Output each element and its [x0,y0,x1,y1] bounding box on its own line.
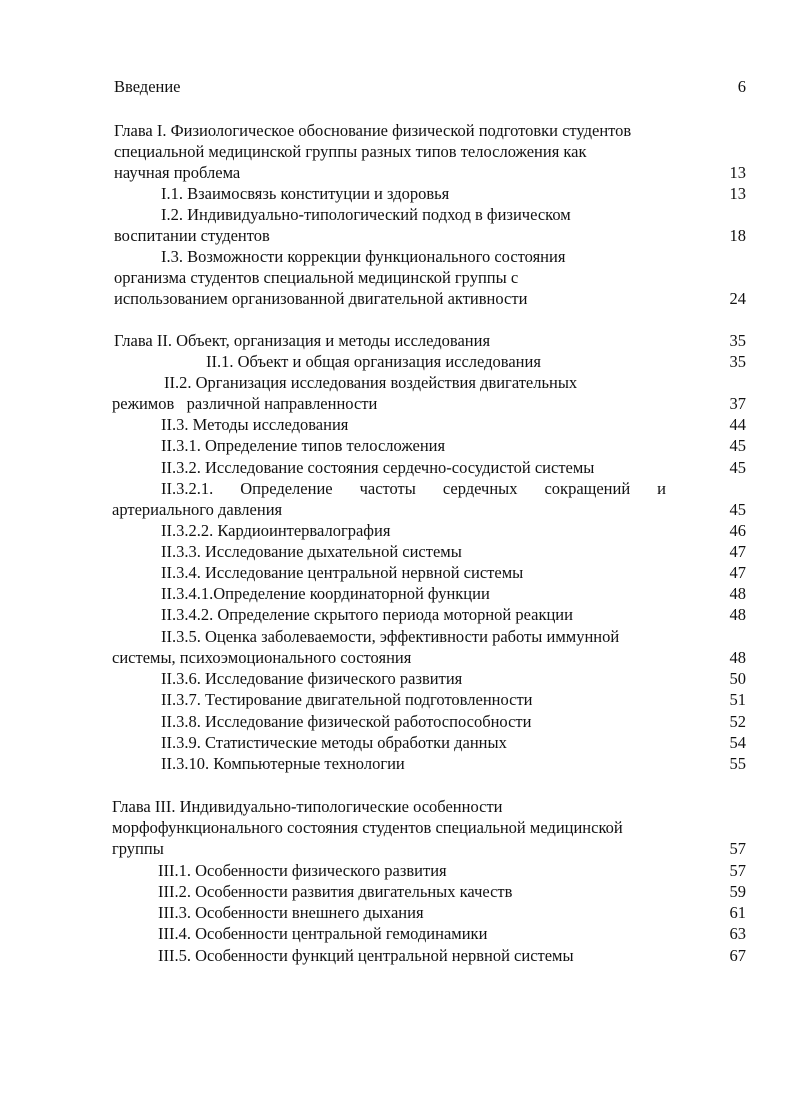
toc-entry-title: III.4. Особенности центральной гемодинамики [158,924,488,943]
toc-entry-title: морфофункционального состояния студентов специальной медицинской [112,818,623,837]
toc-entry-chapter-3 [0,796,799,817]
toc-entry-subsection [0,583,799,604]
toc-entry-subsection [0,604,799,625]
toc-entry-page: 46 [729,521,746,540]
toc-entry-subsection [0,541,799,562]
toc-entry-section [0,945,799,966]
toc-entry-title: II.3.10. Компьютерные технологии [161,754,405,773]
toc-entry-section [0,372,799,393]
toc-entry-section-cont [0,393,799,414]
toc-entry-title: артериального давления [112,500,283,519]
toc-entry-section [0,246,799,267]
toc-entry-title: II.3.2. Исследование состояния сердечно-сосудистой системы [161,458,595,477]
toc-entry-subsection [0,435,799,456]
toc-entry-page: 67 [729,946,746,965]
toc-entry-page: 55 [729,754,746,773]
toc-entry-title: Введение [114,77,181,96]
toc-entry-title: использованием организованной двигательной активности [114,289,528,308]
toc-entry-page: 50 [729,669,746,688]
toc-entry-subsection [0,753,799,774]
toc-entry-title: I.3. Возможности коррекции функционального состояния [161,247,566,266]
toc-entry-title: научная проблема [114,163,241,182]
toc-entry-title: режимов различной направленности [112,394,378,413]
toc-entry-page: 61 [729,903,746,922]
toc-entry-title: II.3.5. Оценка заболеваемости, эффективности работы иммунной [161,627,620,646]
toc-entry-page: 18 [729,226,746,245]
toc-entry-page: 45 [729,436,746,455]
toc-entry-introduction [0,76,799,97]
toc-entry-title: Глава II. Объект, организация и методы исследования [114,331,491,350]
toc-entry-title: III.3. Особенности внешнего дыхания [158,903,424,922]
toc-entry-page: 47 [729,563,746,582]
toc-entry-subsection-cont [0,499,799,520]
toc-entry-page: 52 [729,712,746,731]
toc-entry-page: 35 [729,352,746,371]
toc-entry-title: II.3. Методы исследования [161,415,349,434]
toc-entry-section [0,414,799,435]
toc-entry-page: 45 [729,458,746,477]
toc-entry-subsection [0,520,799,541]
toc-entry-title: II.3.7. Тестирование двигательной подготовленности [161,690,533,709]
toc-entry-page: 24 [729,289,746,308]
toc-entry-subsection [0,478,799,499]
toc-entry-title: II.3.6. Исследование физического развития [161,669,463,688]
toc-entry-page: 13 [729,163,746,182]
toc-entry-page: 51 [729,690,746,709]
toc-entry-section [0,881,799,902]
toc-entry-page: 59 [729,882,746,901]
toc-entry-title: III.1. Особенности физического развития [158,861,447,880]
toc-entry-page: 57 [729,839,746,858]
toc-entry-title: II.3.4.2. Определение скрытого периода моторной реакции [161,605,573,624]
toc-entry-title: II.3.1. Определение типов телосложения [161,436,446,455]
toc-entry-title: II.3.4. Исследование центральной нервной системы [161,563,524,582]
toc-entry-page: 13 [729,184,746,203]
toc-entry-page: 48 [729,584,746,603]
toc-entry-page: 47 [729,542,746,561]
toc-entry-page: 48 [729,648,746,667]
toc-entry-chapter-3-cont [0,838,799,859]
toc-entry-page: 54 [729,733,746,752]
toc-entry-page: 37 [729,394,746,413]
toc-entry-section [0,860,799,881]
toc-entry-chapter-3-cont [0,817,799,838]
toc-entry-page: 57 [729,861,746,880]
toc-entry-title: II.3.9. Статистические методы обработки данных [161,733,507,752]
toc-entry-page: 44 [729,415,746,434]
toc-entry-title: II.2. Организация исследования воздействия двигательных [164,373,578,392]
toc-entry-title: III.2. Особенности развития двигательных качеств [158,882,513,901]
toc-entry-chapter-1-cont [0,141,799,162]
toc-entry-title: II.3.3. Исследование дыхательной системы [161,542,462,561]
toc-entry-chapter-2 [0,330,799,351]
toc-entry-title: группы [112,839,164,858]
toc-entry-page: 63 [729,924,746,943]
toc-entry-title: II.1. Объект и общая организация исследования [206,352,541,371]
toc-entry-title: организма студентов специальной медицинской группы с [114,268,519,287]
toc-entry-section [0,183,799,204]
toc-entry-subsection [0,457,799,478]
toc-entry-title: II.3.2.1. Определение частоты сердечных сокращений и [161,479,666,498]
toc-entry-section [0,923,799,944]
toc-entry-title: III.5. Особенности функций центральной нервной системы [158,946,574,965]
toc-entry-title: Глава I. Физиологическое обоснование физической подготовки студентов [114,121,632,140]
toc-entry-title: воспитании студентов [114,226,270,245]
toc-entry-chapter-1 [0,120,799,141]
toc-entry-title: I.1. Взаимосвязь конституции и здоровья [161,184,450,203]
toc-entry-page: 45 [729,500,746,519]
toc-entry-subsection [0,689,799,710]
toc-entry-title: II.3.4.1.Определение координаторной функции [161,584,490,603]
toc-entry-chapter-1-cont [0,162,799,183]
toc-entry-section [0,351,799,372]
toc-entry-section-cont [0,267,799,288]
toc-entry-section-cont [0,225,799,246]
toc-entry-page: 6 [737,77,746,96]
toc-entry-title: системы, психоэмоционального состояния [112,648,412,667]
toc-entry-page: 35 [729,331,746,350]
toc-entry-title: II.3.2.2. Кардиоинтервалография [161,521,391,540]
toc-entry-title: специальной медицинской группы разных типов телосложения как [114,142,587,161]
toc-entry-section-cont [0,288,799,309]
toc-entry-subsection [0,711,799,732]
toc-entry-title: II.3.8. Исследование физической работоспособности [161,712,532,731]
toc-entry-subsection-cont [0,647,799,668]
toc-entry-page: 48 [729,605,746,624]
toc-entry-subsection [0,626,799,647]
toc-entry-subsection [0,668,799,689]
toc-entry-subsection [0,732,799,753]
toc-entry-section [0,204,799,225]
toc-entry-title: I.2. Индивидуально-типологический подход в физическом [161,205,571,224]
toc-entry-section [0,902,799,923]
toc-entry-subsection [0,562,799,583]
toc-entry-title: Глава III. Индивидуально-типологические особенности [112,797,503,816]
